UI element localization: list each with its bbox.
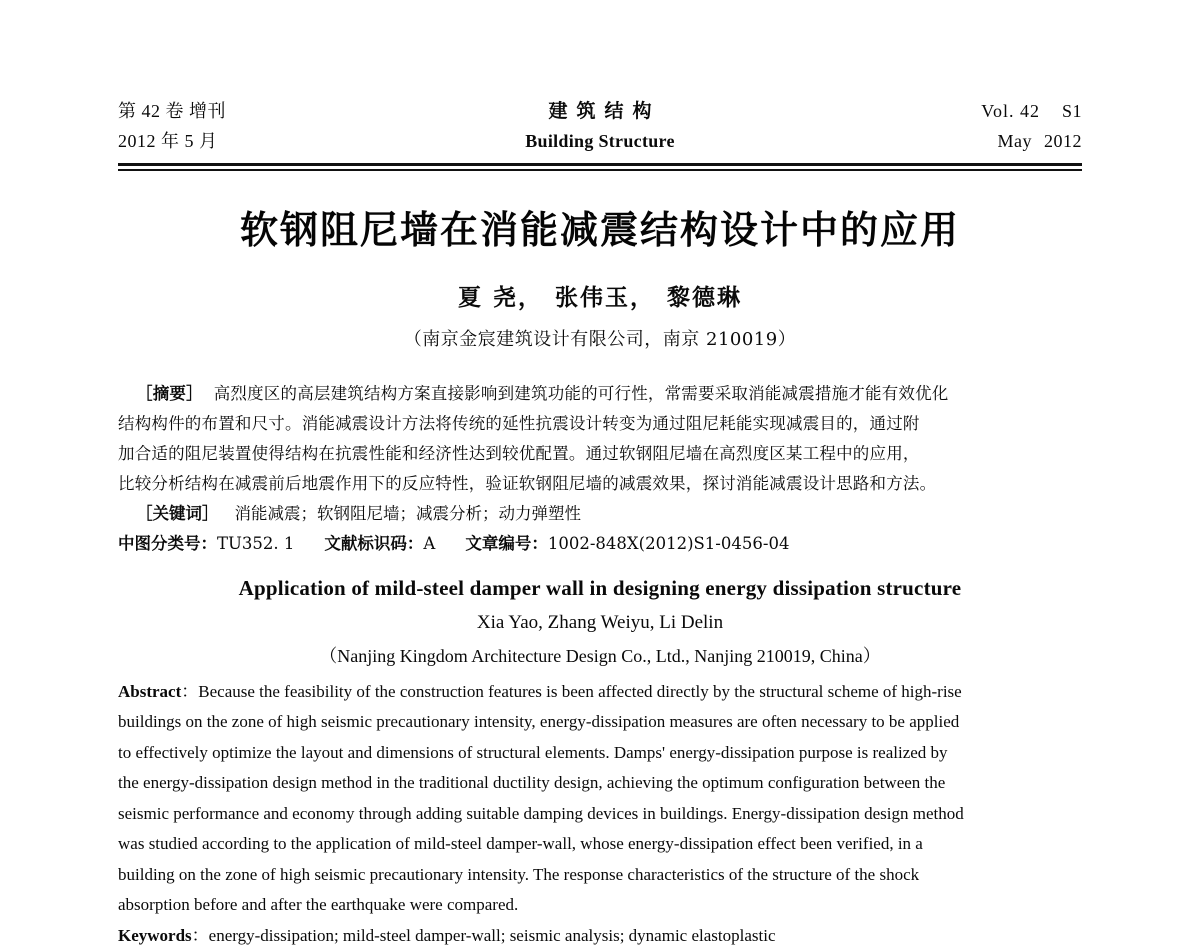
- publication-date-en: [792, 126, 1082, 156]
- abstract-en-line-6: [118, 829, 1082, 860]
- abstract-cn-text-4: 比较分析结构在减震前后地震作用下的反应特性，验证软钢阻尼墙的减震效果，探讨消能减震设计思路和方法。: [118, 473, 937, 493]
- abstract-cn-line-4: [118, 469, 1082, 499]
- keywords-en-text: energy-dissipation; mild-steel damper-wall; seismic analysis; dynamic elastoplastic: [208, 925, 776, 945]
- abstract-cn-text-3: 加合适的阻尼装置使得结构在抗震性能和经济性达到较优配置。通过软钢阻尼墙在高烈度区某工程中的应用，: [118, 443, 920, 463]
- abstract-en-text-4: the energy-dissipation design method in the traditional ductility design, achieving the optimum configuration between the: [118, 773, 946, 792]
- abstract-en-line-2: [118, 707, 1082, 738]
- clc-value: TU352. 1: [217, 533, 295, 553]
- author-list-cn: 夏 尧， 张伟玉， 黎德琳: [457, 283, 742, 311]
- abstract-en-separator: ：: [181, 681, 199, 701]
- article-number-value: 1002-848X(2012)S1-0456-04: [547, 533, 790, 553]
- running-head: [118, 0, 1082, 171]
- author-list-en: Xia Yao, Zhang Weiyu, Li Delin: [476, 611, 724, 633]
- volume-issue-en: [792, 96, 1082, 126]
- abstract-en-line-1: [118, 677, 1082, 708]
- abstract-en-text-8: absorption before and after the earthquake were compared.: [118, 895, 519, 914]
- keywords-en-label: Keywords: [118, 925, 192, 945]
- document-code-label: 文献标识码：: [324, 533, 424, 553]
- issue-en: S1: [1061, 101, 1082, 121]
- rule-thin: [118, 169, 1082, 171]
- month-en: May: [997, 131, 1032, 151]
- abstract-cn-text-2: 结构构件的布置和尺寸。消能减震设计方法将传统的延性抗震设计转变为通过阻尼耗能实现减震目的，通过附: [118, 413, 920, 433]
- abstract-en-line-7: [118, 860, 1082, 891]
- keywords-en: [118, 921, 1082, 952]
- article-title-cn: 软钢阻尼墙在消能减震结构设计中的应用: [239, 206, 960, 252]
- clc-label: 中图分类号：: [118, 533, 217, 553]
- document-code-value: A: [423, 533, 436, 553]
- abstract-en-text-2: buildings on the zone of high seismic precautionary intensity, energy-dissipation measures are often necessary to be applied: [118, 712, 960, 731]
- abstract-cn-line-1: [118, 379, 1082, 409]
- running-head-line-1: [118, 96, 1082, 126]
- journal-title-cn-text: 建筑结构: [548, 100, 661, 122]
- article-title-en: Application of mild-steel damper wall in designing energy dissipation structure: [238, 575, 962, 600]
- publication-date-cn: 2012 年 5 月: [118, 131, 218, 151]
- journal-title-en-text: Building Structure: [525, 131, 675, 151]
- year-en: 2012: [1044, 131, 1082, 151]
- abstract-en-label: Abstract: [118, 681, 182, 701]
- author-cn-2: 张伟玉: [555, 283, 630, 311]
- journal-title-en: [408, 126, 792, 156]
- affiliation-en: （Nanjing Kingdom Architecture Design Co., Ltd., Nanjing 210019, China）: [319, 645, 881, 666]
- keywords-cn-text: 消能减震；软钢阻尼墙；减震分析；动力弹塑性: [234, 503, 581, 523]
- abstract-en-text-3: to effectively optimize the layout and dimensions of structural elements. Damps' energy-dissipation purpose is realized by: [118, 742, 948, 762]
- volume-en: Vol. 42: [981, 101, 1040, 121]
- abstract-en-text-5: seismic performance and economy through adding suitable damping devices in buildings. Energy-dissipation design method: [118, 803, 964, 823]
- author-cn-3: 黎德琳: [667, 283, 742, 311]
- abstract-cn-label: ［摘要］: [136, 383, 203, 403]
- abstract-en-text-6: was studied according to the application of mild-steel damper-wall, whose energy-dissipation effect been verified, in a: [118, 834, 923, 853]
- keywords-cn-label: ［关键词］: [136, 503, 219, 523]
- document-code: [324, 534, 465, 553]
- abstract-en-line-4: [118, 768, 1082, 799]
- article-number-label: 文章编号：: [465, 533, 548, 553]
- affiliation-cn: （南京金宸建筑设计有限公司，南京 210019）: [403, 328, 797, 350]
- abstract-cn-line-3: [118, 439, 1082, 469]
- abstract-cn-text-1: 高烈度区的高层建筑结构方案直接影响到建筑功能的可行性，常需要采取消能减震措施才能有效优化: [213, 383, 949, 403]
- abstract-cn-line-2: [118, 409, 1082, 439]
- header-double-rule: [118, 163, 1082, 171]
- abstract-en-line-5: [118, 799, 1082, 830]
- article-number: [465, 534, 789, 553]
- clc-number: [118, 534, 324, 553]
- journal-title-cn: [408, 96, 792, 126]
- abstract-en-text-1: Because the feasibility of the construction features is been affected directly by the structural scheme of high-rise: [198, 681, 962, 701]
- identifier-line: [118, 529, 1082, 559]
- author-cn-1: 夏 尧: [457, 283, 518, 311]
- abstract-cn: [118, 379, 1082, 499]
- volume-issue-cn: 第 42 卷 增刊: [118, 101, 226, 121]
- abstract-en-line-8: [118, 890, 1082, 921]
- keywords-en-separator: ：: [191, 925, 209, 945]
- keywords-cn: [118, 499, 1082, 529]
- running-head-line-2: [118, 126, 1082, 156]
- abstract-en-text-7: building on the zone of high seismic precautionary intensity. The response characteristics of the structure of the shock: [118, 864, 920, 884]
- abstract-en: [118, 677, 1082, 921]
- abstract-en-line-3: [118, 738, 1082, 769]
